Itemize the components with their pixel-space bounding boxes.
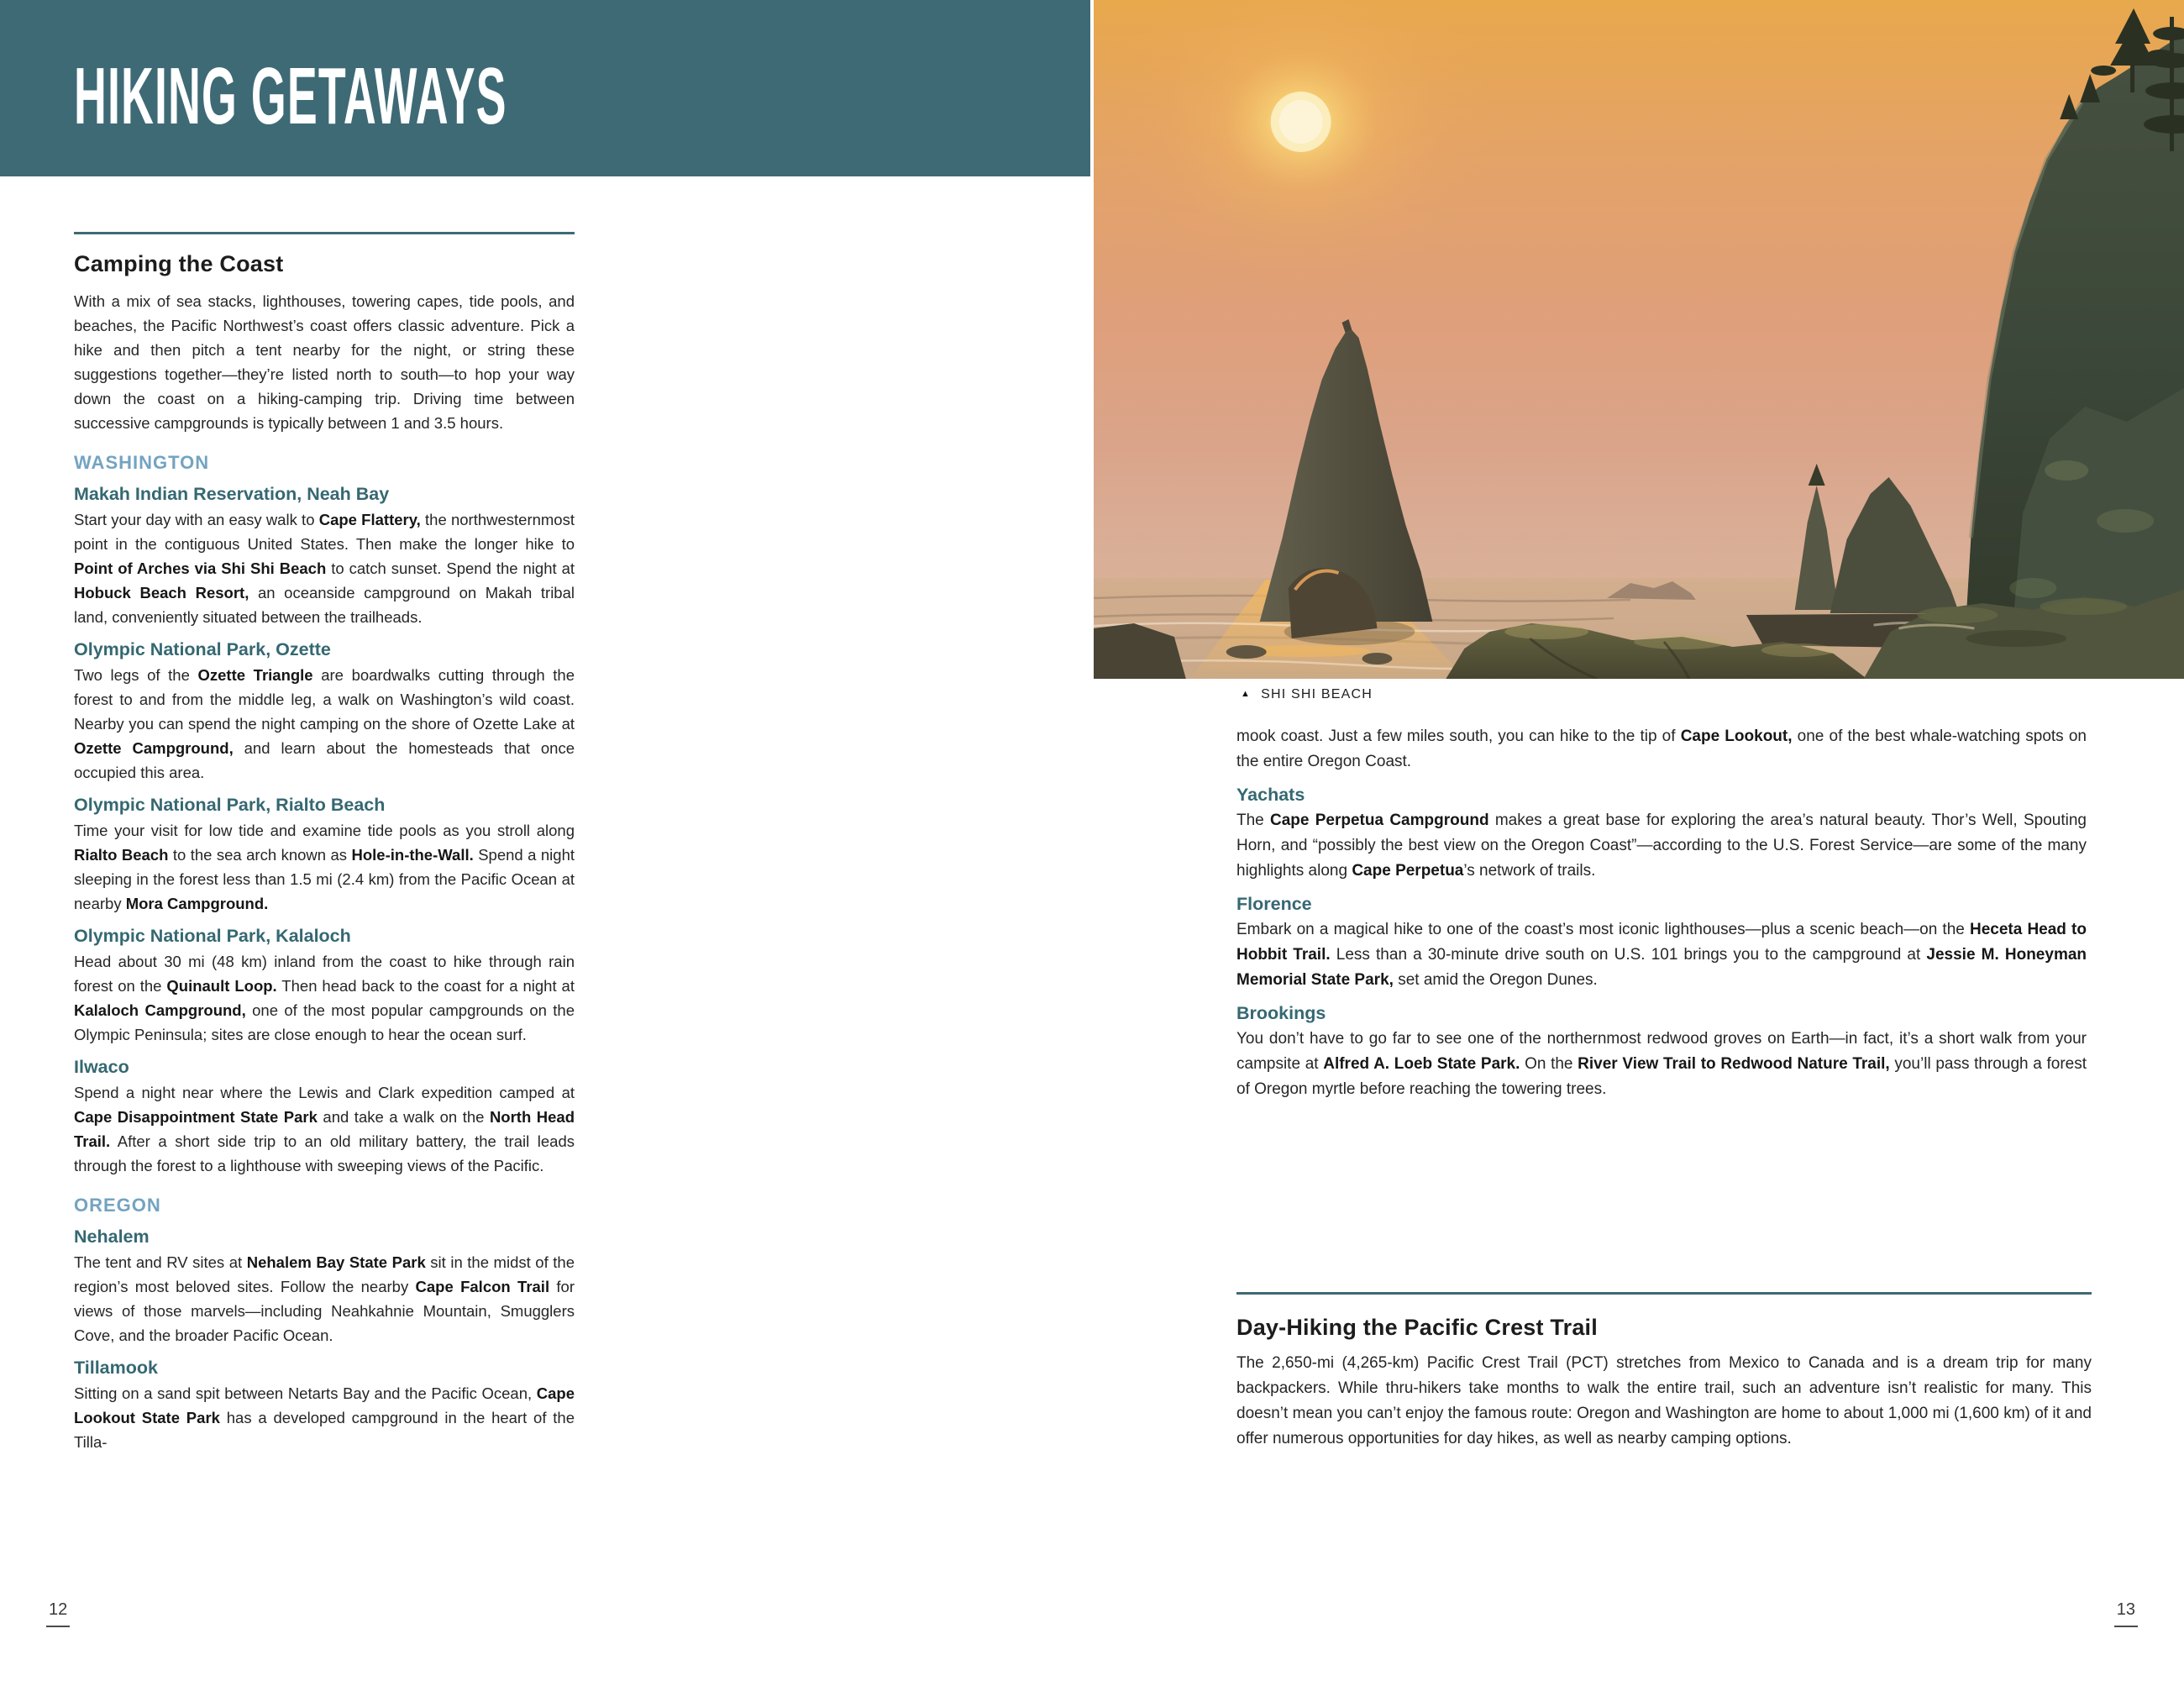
entry-heading: Yachats [1236, 785, 1305, 805]
right-column [1236, 724, 2087, 1111]
region-group-oregon [74, 1195, 575, 1454]
entry-heading: Florence [1236, 894, 1312, 914]
section-rule [74, 232, 575, 234]
entry-paragraph: Sitting on a sand spit between Netarts Bay and the Pacific Ocean, Cape Lookout State Park has a developed campground in the heart of the Tilla- [74, 1384, 575, 1451]
caption-triangle-icon: ▲ [1241, 689, 1252, 699]
left-column [74, 232, 575, 1463]
region-group-washington [74, 452, 575, 1178]
entry-heading: Nehalem [74, 1227, 150, 1247]
entry-paragraph: Embark on a magical hike to one of the coast’s most iconic lighthouses—plus a scenic beach—on the Heceta Head to Hobbit Trail. Less than a 30-minute drive south on U.S. 101 brings you to the campground at Jessie M. Honeyman Memorial State Park, set amid the Oregon Dunes. [1236, 921, 2087, 989]
entry-heading: Olympic National Park, Rialto Beach [74, 795, 386, 815]
continuation-paragraph: mook coast. Just a few miles south, you can hike to the tip of Cape Lookout, one of the best whale-watching spots on the entire Oregon Coast. [1236, 728, 2087, 770]
region-heading-washington: WASHINGTON [74, 452, 210, 473]
section-title: Camping the Coast [74, 251, 284, 276]
entry-ilwaco [74, 1057, 575, 1178]
intro-paragraph: With a mix of sea stacks, lighthouses, towering capes, tide pools, and beaches, the Pacific Northwest’s coast offers classic adventure. Pick a hike and then pitch a tent nearby for the night, or string these suggestions together—they’re listed north to south—to hop your way down the coast on a hiking-camping trip. Driving time between successive campgrounds is typically between 1 and 3.5 hours. [74, 292, 575, 432]
page-number-left: 12 [46, 1600, 70, 1627]
entry-makah [74, 484, 575, 629]
entry-paragraph: The tent and RV sites at Nehalem Bay State Park sit in the midst of the region’s most beloved sites. Follow the nearby Cape Falcon Trail for views of those marvels—including Neahkahnie Mountain, Smugglers Cove, and the broader Pacific Ocean. [74, 1253, 575, 1344]
entry-paragraph: Start your day with an easy walk to Cape Flattery, the northwesternmost point in the contiguous United States. Then make the longer hike to Point of Arches via Shi Shi Beach to catch sunset. Spend the night at Hobuck Beach Resort, an oceanside campground on Makah tribal land, conveniently situated between the trailheads. [74, 511, 575, 626]
entry-heading: Tillamook [74, 1358, 158, 1378]
entry-paragraph: Spend a night near where the Lewis and Clark expedition camped at Cape Disappointment State Park and take a walk on the North Head Trail. After a short side trip to an old military battery, the trail leads through the forest to a lighthouse with sweeping views of the Pacific. [74, 1084, 575, 1174]
entry-tillamook [74, 1358, 575, 1454]
entry-heading: Makah Indian Reservation, Neah Bay [74, 484, 390, 504]
entry-nehalem [74, 1227, 575, 1347]
caption-text: SHI SHI BEACH [1261, 687, 1373, 701]
section-rule [1236, 1292, 2092, 1295]
pct-section [1236, 1292, 2092, 1460]
entry-heading: Olympic National Park, Kalaloch [74, 926, 351, 946]
entry-heading: Ilwaco [74, 1057, 129, 1077]
entry-heading: Brookings [1236, 1003, 1326, 1023]
chapter-banner [0, 0, 1090, 176]
pct-title: Day-Hiking the Pacific Crest Trail [1236, 1315, 1598, 1340]
entry-heading: Olympic National Park, Ozette [74, 639, 331, 659]
entry-kalaloch [74, 926, 575, 1047]
entry-paragraph: Two legs of the Ozette Triangle are boardwalks cutting through the forest to and from the middle leg, a walk on Washington’s wild coast. Nearby you can spend the night camping on the shore of Ozette Lake at Ozette Campground, and learn about the homesteads that once occupied this area. [74, 666, 575, 781]
entry-paragraph: Head about 30 mi (48 km) inland from the coast to hike through rain forest on the Quinault Loop. Then head back to the coast for a night at Kalaloch Campground, one of the most popular campgrounds on the Olympic Peninsula; sites are close enough to hear the ocean surf. [74, 953, 575, 1043]
entry-yachats [1236, 785, 2087, 884]
beach-sunset-illustration [1094, 0, 2184, 679]
region-heading-oregon: OREGON [74, 1195, 161, 1216]
photo-shi-shi-beach [1094, 0, 2184, 679]
entry-ozette [74, 639, 575, 785]
chapter-title: HIKING GETAWAYS [74, 51, 507, 141]
photo-caption [1241, 687, 1373, 702]
entry-paragraph: The Cape Perpetua Campground makes a great base for exploring the area’s natural beauty. Thor’s Well, Spouting Horn, and “possibly the best view on the Oregon Coast”—according to the U.S. Forest Service—are some of the many highlights along Cape Perpetua’s network of trails. [1236, 812, 2087, 880]
entry-florence [1236, 894, 2087, 993]
entry-rialto-beach [74, 795, 575, 916]
page-number-right: 13 [2114, 1600, 2138, 1627]
entry-paragraph: Time your visit for low tide and examine tide pools as you stroll along Rialto Beach to the sea arch known as Hole-in-the-Wall. Spend a night sleeping in the forest less than 1.5 mi (2.4 km) from the Pacific Ocean at nearby Mora Campground. [74, 822, 575, 912]
entry-paragraph: You don’t have to go far to see one of the northernmost redwood groves on Earth—in fact, it’s a short walk from your campsite at Alfred A. Loeb State Park. On the River View Trail to Redwood Nature Trail, you’ll pass through a forest of Oregon myrtle before reaching the towering trees. [1236, 1030, 2087, 1098]
pct-paragraph: The 2,650-mi (4,265-km) Pacific Crest Trail (PCT) stretches from Mexico to Canada and is a dream trip for many backpackers. While thru-hikers take months to walk the entire trail, such an adventure isn’t realistic for many. This doesn’t mean you can’t enjoy the famous route: Oregon and Washington are home to about 1,000 mi (1,600 km) of it and offer numerous opportunities for day hikes, as well as nearby camping options. [1236, 1354, 2092, 1447]
entry-brookings [1236, 1003, 2087, 1102]
